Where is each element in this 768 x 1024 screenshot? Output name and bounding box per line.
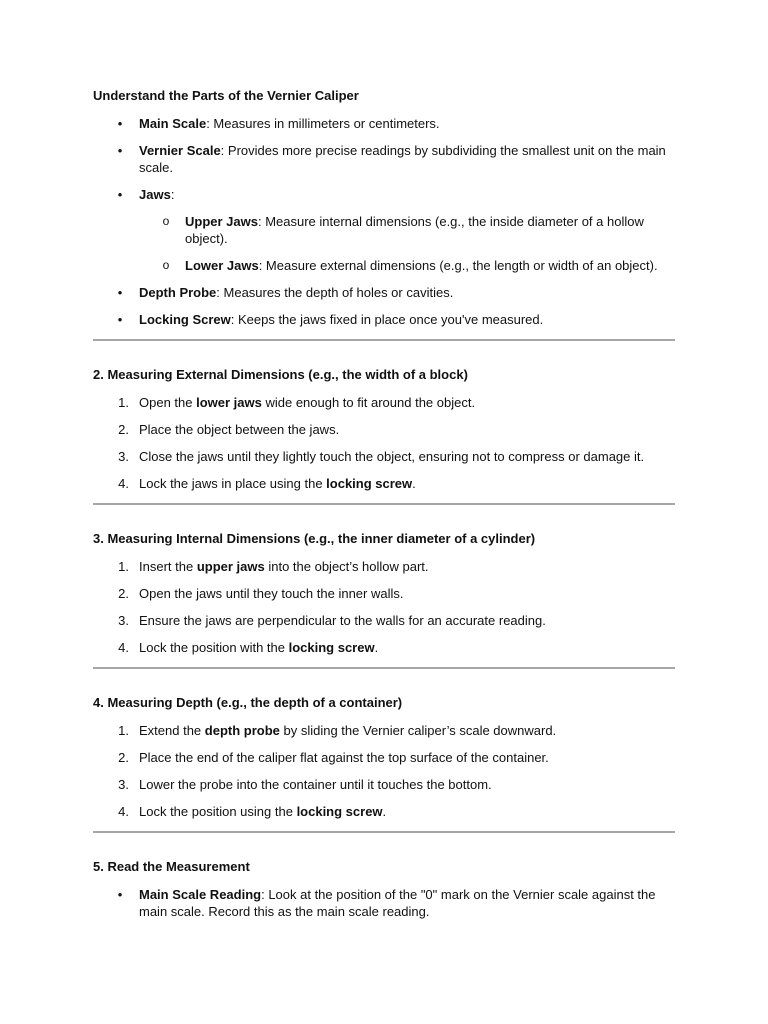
sub-bullet-marker: o [162, 258, 170, 272]
step-emphasis: locking screw [296, 804, 383, 819]
step-emphasis: locking screw [326, 476, 413, 491]
list-item [93, 886, 675, 920]
step-text: Close the jaws until they lightly touch the object, ensuring not to compress or damage it. [139, 449, 645, 464]
bullet-marker: • [117, 143, 123, 158]
list-item [93, 142, 675, 176]
term: Depth Probe [139, 285, 217, 300]
step-number: 3. [118, 777, 129, 792]
step-emphasis: depth probe [204, 723, 280, 738]
step-text: Insert the [139, 559, 197, 574]
description: : Measures the depth of holes or cavities. [216, 285, 454, 300]
steps-list [93, 394, 675, 492]
horizontal-rule [93, 339, 675, 341]
step-number: 1. [118, 395, 129, 410]
description: : Keeps the jaws fixed in place once you've measured. [230, 312, 544, 327]
step-emphasis: upper jaws [196, 559, 265, 574]
sub-list-item [93, 213, 675, 247]
list-item [93, 803, 675, 820]
section-heading: 5. Read the Measurement [93, 859, 250, 874]
steps-list [93, 558, 675, 656]
step-text: Lock the position using the [139, 804, 297, 819]
description: : Look at the position of the "0" mark on the Vernier scale against the main scale. Record this as the main scale reading. [139, 887, 656, 919]
step-number: 3. [118, 449, 129, 464]
horizontal-rule [93, 503, 675, 505]
list-item [93, 284, 675, 301]
list-item [93, 394, 675, 411]
section-heading: 4. Measuring Depth (e.g., the depth of a container) [93, 695, 403, 710]
list-item [93, 749, 675, 766]
section-heading: 3. Measuring Internal Dimensions (e.g., the inner diameter of a cylinder) [93, 531, 536, 546]
section-heading: Understand the Parts of the Vernier Caliper [93, 88, 359, 103]
step-number: 2. [118, 750, 129, 765]
step-number: 4. [118, 640, 129, 655]
list-item [93, 585, 675, 602]
term: Upper Jaws [185, 214, 258, 229]
bullet-marker: • [117, 887, 123, 902]
step-emphasis: locking screw [288, 640, 375, 655]
list-item [93, 558, 675, 575]
step-emphasis: lower jaws [196, 395, 262, 410]
horizontal-rule [93, 831, 675, 833]
list-item [93, 186, 675, 203]
reading-list [93, 886, 675, 920]
step-number: 1. [118, 559, 129, 574]
section-heading: 2. Measuring External Dimensions (e.g., the width of a block) [93, 367, 468, 382]
step-text: Ensure the jaws are perpendicular to the walls for an accurate reading. [139, 613, 546, 628]
step-number: 2. [118, 586, 129, 601]
bullet-marker: • [117, 187, 123, 202]
step-text-end: . [374, 640, 379, 655]
sub-bullet-marker: o [162, 214, 170, 228]
step-text-end: . [412, 476, 416, 491]
bullet-marker: • [117, 312, 123, 327]
step-text: Open the [139, 395, 197, 410]
bullet-marker: • [117, 116, 123, 131]
bullet-marker: • [117, 285, 123, 300]
step-text: Open the jaws until they touch the inner walls. [139, 586, 404, 601]
term: Lower Jaws [185, 258, 259, 273]
steps-list [93, 722, 675, 820]
list-item [93, 722, 675, 739]
description: : Measures in millimeters or centimeters. [206, 116, 440, 131]
step-number: 4. [118, 476, 129, 491]
step-text: Lock the position with the [139, 640, 289, 655]
term: Main Scale Reading [139, 887, 262, 902]
step-text-end: into the object’s hollow part. [264, 559, 429, 574]
description: : Provides more precise readings by subdividing the smallest unit on the main scale. [139, 143, 666, 175]
step-text-end: wide enough to fit around the object. [261, 395, 476, 410]
list-item [93, 776, 675, 793]
horizontal-rule [93, 667, 675, 669]
step-number: 2. [118, 422, 129, 437]
parts-list [93, 115, 675, 328]
step-text: Extend the [139, 723, 205, 738]
list-item [93, 421, 675, 438]
list-item [93, 639, 675, 656]
step-text-end: by sliding the Vernier caliper’s scale downward. [279, 723, 557, 738]
list-item [93, 612, 675, 629]
step-number: 1. [118, 723, 129, 738]
step-text: Lock the jaws in place using the [139, 476, 327, 491]
list-item [93, 311, 675, 328]
description: : Measure external dimensions (e.g., the length or width of an object). [258, 258, 658, 273]
document-content [93, 88, 675, 920]
term: Main Scale [139, 116, 207, 131]
term: Locking Screw [139, 312, 231, 327]
description: : Measure internal dimensions (e.g., the inside diameter of a hollow object). [185, 214, 644, 246]
step-text: Lower the probe into the container until it touches the bottom. [139, 777, 492, 792]
list-item [93, 475, 675, 492]
step-text-end: . [382, 804, 387, 819]
step-text: Place the end of the caliper flat against the top surface of the container. [139, 750, 549, 765]
term: Vernier Scale [139, 143, 221, 158]
sub-list-item [93, 257, 675, 274]
term: Jaws [139, 187, 171, 202]
description: : [170, 187, 175, 202]
step-text: Place the object between the jaws. [139, 422, 340, 437]
step-number: 3. [118, 613, 129, 628]
list-item [93, 115, 675, 132]
list-item [93, 448, 675, 465]
step-number: 4. [118, 804, 129, 819]
